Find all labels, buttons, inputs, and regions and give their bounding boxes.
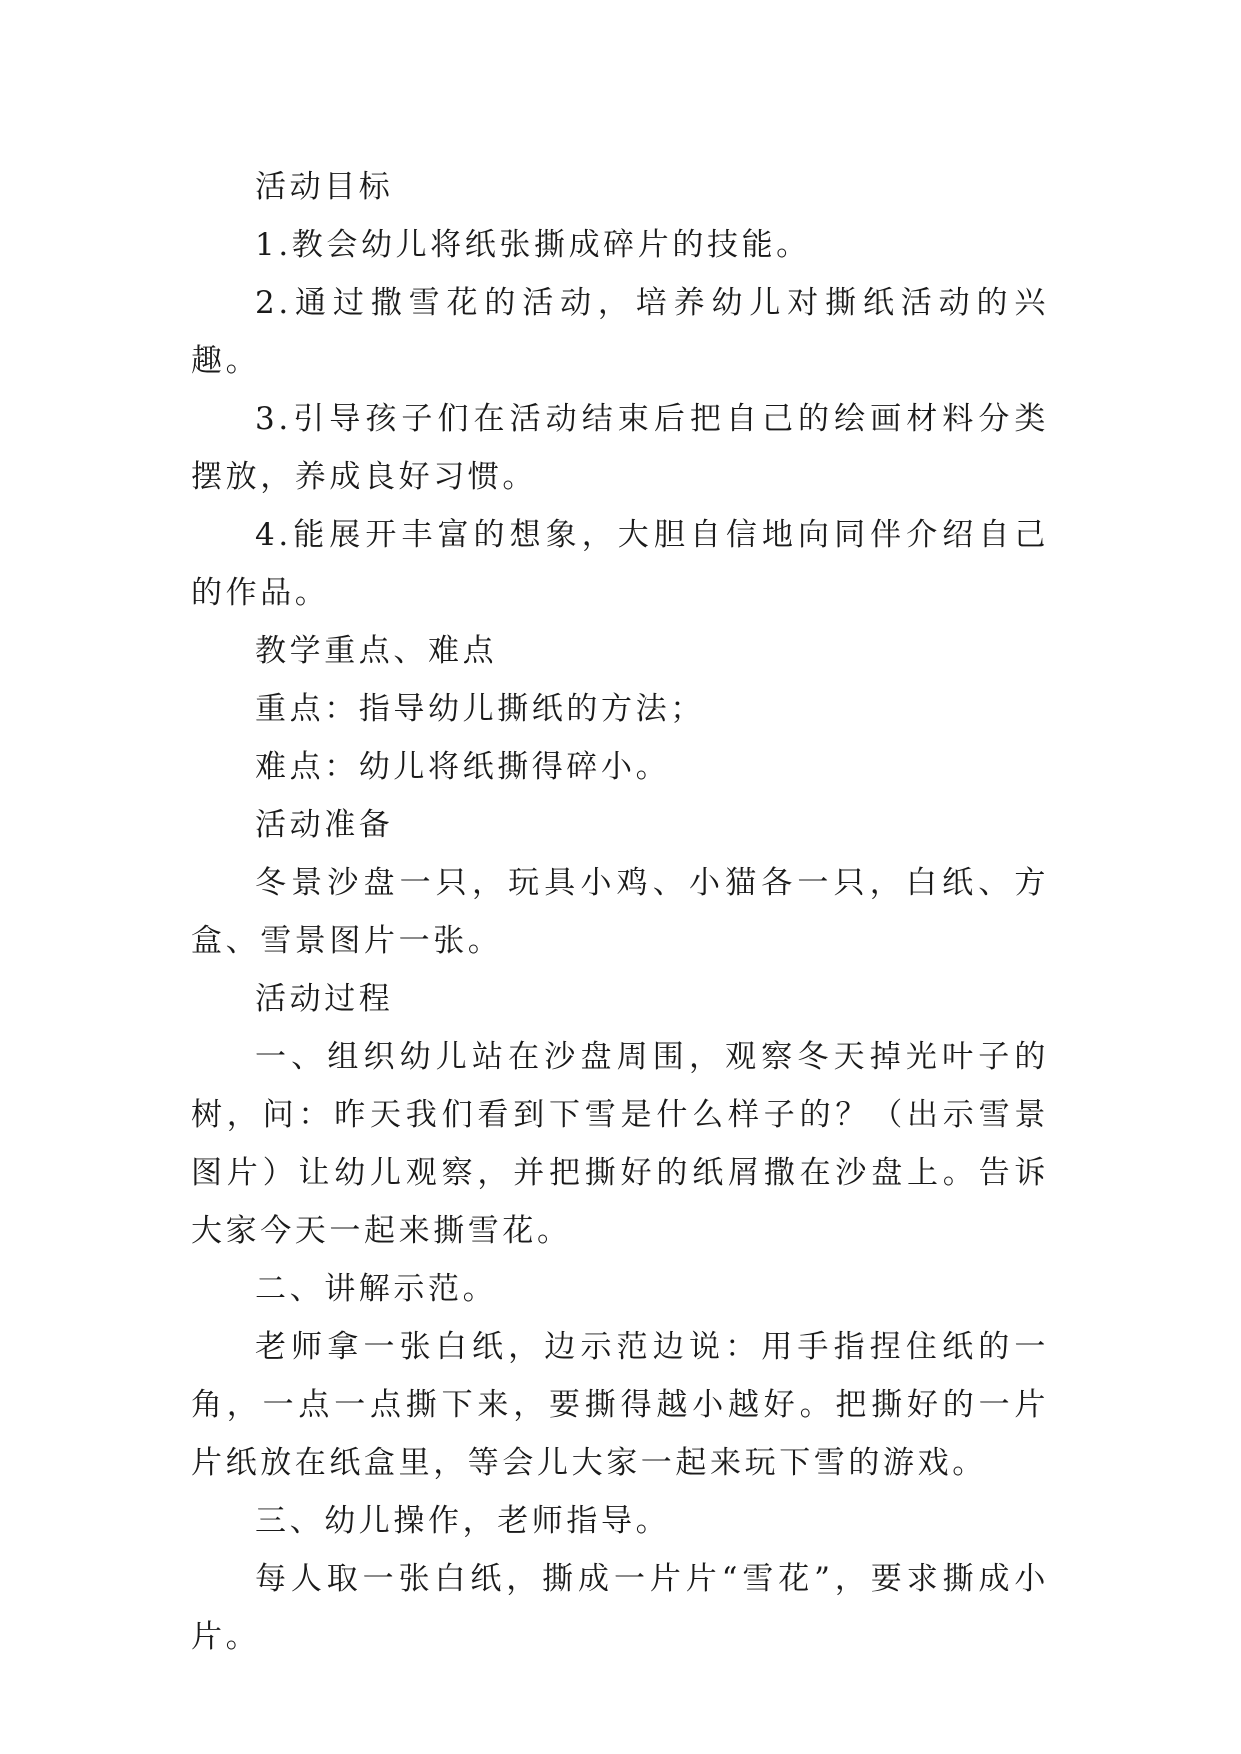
goal-item-4: 4.能展开丰富的想象，大胆自信地向同伴介绍自己的作品。 [191,517,1049,611]
difficult-point: 难点：幼儿将纸撕得碎小。 [255,749,671,785]
goal-item-2: 2.通过撒雪花的活动，培养幼儿对撕纸活动的兴趣。 [191,285,1049,379]
process-step-1: 一、组织幼儿站在沙盘周围，观察冬天掉光叶子的树，问：昨天我们看到下雪是什么样子的？（出示雪景图片）让幼儿观察，并把撕好的纸屑撒在沙盘上。告诉大家今天一起来撕雪花。 [191,1039,1049,1249]
section-heading-key-points: 教学重点、难点 [255,633,498,669]
goal-item-3: 3.引导孩子们在活动结束后把自己的绘画材料分类摆放，养成良好习惯。 [191,401,1049,495]
section-heading-preparation: 活动准备 [255,807,394,843]
section-heading-process: 活动过程 [255,981,394,1017]
goal-item-1: 1.教会幼儿将纸张撕成碎片的技能。 [255,227,811,263]
process-step-2-body: 老师拿一张白纸，边示范边说：用手指捏住纸的一角，一点一点撕下来，要撕得越小越好。把撕好的一片片纸放在纸盒里，等会儿大家一起来玩下雪的游戏。 [191,1329,1049,1481]
document-body [191,158,1049,1666]
process-step-3-body: 每人取一张白纸，撕成一片片“雪花”，要求撕成小片。 [191,1561,1049,1655]
key-point: 重点：指导幼儿撕纸的方法； [255,691,705,727]
process-step-2-heading: 二、讲解示范。 [255,1271,498,1307]
process-step-3-heading: 三、幼儿操作，老师指导。 [255,1503,671,1539]
preparation-materials: 冬景沙盘一只，玩具小鸡、小猫各一只，白纸、方盒、雪景图片一张。 [191,865,1049,959]
section-heading-activity-goals: 活动目标 [255,169,394,205]
